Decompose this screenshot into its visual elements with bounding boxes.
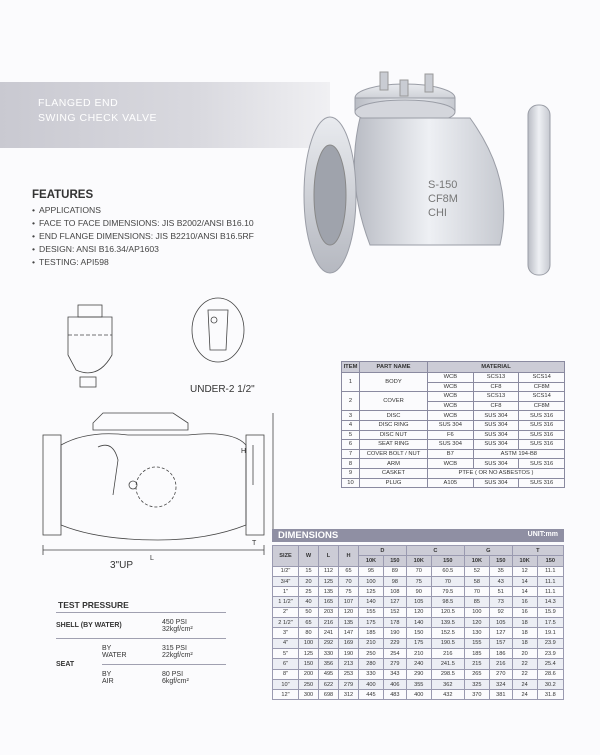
parts-material: SCS14 bbox=[519, 392, 565, 402]
parts-name: DISC RING bbox=[360, 420, 428, 430]
dim-subheader: 10K bbox=[359, 556, 384, 566]
dimension-row bbox=[273, 669, 564, 679]
dim-header: W bbox=[299, 546, 319, 567]
parts-item-number: 9 bbox=[342, 468, 360, 478]
dimension-value: 11.1 bbox=[537, 566, 563, 576]
title-banner bbox=[0, 82, 330, 148]
dimension-value: 17.5 bbox=[537, 618, 563, 628]
dimension-size: 2 1/2" bbox=[273, 618, 299, 628]
parts-material: SUS 304 bbox=[473, 420, 519, 430]
dimension-value: 495 bbox=[319, 669, 339, 679]
feature-item: • FACE TO FACE DIMENSIONS: JIS B2002/ANSI B16.10 bbox=[32, 217, 254, 230]
parts-row bbox=[342, 459, 565, 469]
dimension-value: 155 bbox=[464, 638, 489, 648]
dimension-value: 213 bbox=[339, 659, 359, 669]
dimension-value: 31.8 bbox=[537, 690, 563, 700]
dimension-value: 23.9 bbox=[537, 638, 563, 648]
banner-line-1: FLANGED END bbox=[38, 97, 119, 109]
dimension-value: 241 bbox=[319, 628, 339, 638]
dimension-value: 400 bbox=[359, 679, 384, 689]
feature-item: • APPLICATIONS bbox=[32, 204, 254, 217]
dimension-row bbox=[273, 638, 564, 648]
dimension-value: 445 bbox=[359, 690, 384, 700]
parts-material: F6 bbox=[428, 430, 474, 440]
dimension-value: 229 bbox=[383, 638, 406, 648]
dimension-size: 12" bbox=[273, 690, 299, 700]
dimensions-title-bar bbox=[272, 529, 564, 542]
dimension-value: 140 bbox=[406, 618, 431, 628]
parts-material: SUS 316 bbox=[519, 459, 565, 469]
dimension-size: 6" bbox=[273, 659, 299, 669]
dimension-value: 216 bbox=[431, 648, 464, 658]
parts-material: WCB bbox=[428, 373, 474, 383]
dimension-value: 150 bbox=[299, 659, 319, 669]
dimension-value: 432 bbox=[431, 690, 464, 700]
dimension-value: 65 bbox=[339, 566, 359, 576]
dim-subheader: 150 bbox=[383, 556, 406, 566]
parts-material: B7 bbox=[428, 449, 474, 459]
dimension-value: 157 bbox=[489, 638, 512, 648]
parts-material: CF8M bbox=[519, 382, 565, 392]
parts-item-number: 1 bbox=[342, 373, 360, 392]
dim-header: H bbox=[339, 546, 359, 567]
dimension-value: 216 bbox=[319, 618, 339, 628]
dimension-value: 105 bbox=[489, 618, 512, 628]
parts-material: SUS 304 bbox=[473, 411, 519, 421]
parts-material: WCB bbox=[428, 382, 474, 392]
dimension-value: 190.5 bbox=[431, 638, 464, 648]
dimension-value: 622 bbox=[319, 679, 339, 689]
dimension-value: 185 bbox=[359, 628, 384, 638]
dimension-value: 175 bbox=[406, 638, 431, 648]
dimension-row bbox=[273, 648, 564, 658]
dimension-value: 355 bbox=[406, 679, 431, 689]
shell-psi: 450 PSI bbox=[162, 618, 187, 626]
dimension-value: 400 bbox=[406, 690, 431, 700]
air-psi: 80 PSI bbox=[162, 670, 184, 678]
dimension-row bbox=[273, 618, 564, 628]
test-pressure-table bbox=[56, 612, 226, 691]
dimension-value: 270 bbox=[489, 669, 512, 679]
dimension-value: 190 bbox=[339, 648, 359, 658]
dimension-value: 60.5 bbox=[431, 566, 464, 576]
dimension-value: 24 bbox=[512, 690, 537, 700]
dimension-value: 186 bbox=[489, 648, 512, 658]
dimension-value: 241.5 bbox=[431, 659, 464, 669]
dimension-value: 89 bbox=[383, 566, 406, 576]
dimension-value: 330 bbox=[359, 669, 384, 679]
dimension-value: 70 bbox=[339, 576, 359, 586]
dimension-row bbox=[273, 607, 564, 617]
dimension-value: 112 bbox=[319, 566, 339, 576]
dimension-value: 279 bbox=[383, 659, 406, 669]
parts-item-number: 5 bbox=[342, 430, 360, 440]
dimension-value: 152.5 bbox=[431, 628, 464, 638]
water-psi: 315 PSI bbox=[162, 644, 187, 652]
parts-name: PLUG bbox=[360, 478, 428, 488]
dimension-value: 185 bbox=[464, 648, 489, 658]
shell-label: SHELL (BY WATER) bbox=[56, 613, 162, 639]
dimension-value: 265 bbox=[464, 669, 489, 679]
parts-header: PART NAME bbox=[360, 362, 428, 373]
dimension-value: 11.1 bbox=[537, 576, 563, 586]
parts-material: SUS 304 bbox=[428, 420, 474, 430]
dimension-value: 65 bbox=[299, 618, 319, 628]
dimension-value: 95 bbox=[359, 566, 384, 576]
valve-marking: CHI bbox=[428, 207, 447, 219]
dimension-row bbox=[273, 659, 564, 669]
parts-material: SCS13 bbox=[473, 392, 519, 402]
parts-material: SUS 316 bbox=[519, 420, 565, 430]
dimension-value: 240 bbox=[406, 659, 431, 669]
dimension-value: 100 bbox=[464, 607, 489, 617]
dimension-value: 135 bbox=[339, 618, 359, 628]
dimension-value: 178 bbox=[383, 618, 406, 628]
dimension-value: 43 bbox=[489, 576, 512, 586]
dimension-size: 8" bbox=[273, 669, 299, 679]
dimension-value: 140 bbox=[359, 597, 384, 607]
dim-header: T bbox=[512, 546, 563, 556]
valve-marking: CF8M bbox=[428, 193, 458, 205]
dimension-value: 52 bbox=[464, 566, 489, 576]
dimension-value: 70 bbox=[406, 566, 431, 576]
dimension-value: 253 bbox=[339, 669, 359, 679]
parts-material: SUS 304 bbox=[428, 440, 474, 450]
dimension-value: 22 bbox=[512, 669, 537, 679]
parts-material: SCS14 bbox=[519, 373, 565, 383]
dimension-value: 298.5 bbox=[431, 669, 464, 679]
dimension-value: 120 bbox=[406, 607, 431, 617]
dimension-value: 18 bbox=[512, 618, 537, 628]
parts-row bbox=[342, 430, 565, 440]
dimension-value: 85 bbox=[464, 597, 489, 607]
dimension-value: 290 bbox=[406, 669, 431, 679]
dimension-value: 50 bbox=[299, 607, 319, 617]
dimension-value: 19.1 bbox=[537, 628, 563, 638]
parts-item-number: 3 bbox=[342, 411, 360, 421]
parts-header: MATERIAL bbox=[428, 362, 565, 373]
dimension-value: 14.3 bbox=[537, 597, 563, 607]
dim-subheader: 150 bbox=[431, 556, 464, 566]
dimension-size: 3" bbox=[273, 628, 299, 638]
dimension-value: 120 bbox=[464, 618, 489, 628]
dim-header: G bbox=[464, 546, 512, 556]
valve-photo bbox=[300, 70, 570, 285]
dimension-value: 250 bbox=[299, 679, 319, 689]
dim-subheader: 10K bbox=[464, 556, 489, 566]
dim-l-label: L bbox=[150, 555, 154, 562]
parts-row bbox=[342, 478, 565, 488]
dimension-value: 108 bbox=[383, 587, 406, 597]
dimensions-title: DIMENSIONS bbox=[278, 530, 339, 541]
dimension-row bbox=[273, 576, 564, 586]
dimension-value: 356 bbox=[319, 659, 339, 669]
dimension-value: 120.5 bbox=[431, 607, 464, 617]
dim-header: C bbox=[406, 546, 464, 556]
dimension-value: 135 bbox=[319, 587, 339, 597]
dimension-value: 70 bbox=[431, 576, 464, 586]
parts-material: WCB bbox=[428, 411, 474, 421]
dim-t-label: T bbox=[252, 540, 257, 547]
dimension-value: 147 bbox=[339, 628, 359, 638]
dimensions-unit: UNIT:mm bbox=[527, 531, 558, 538]
dimension-value: 100 bbox=[299, 638, 319, 648]
air-kgf: 6kgf/cm² bbox=[162, 677, 189, 685]
water-values bbox=[162, 639, 226, 665]
parts-row bbox=[342, 373, 565, 383]
dimension-value: 324 bbox=[489, 679, 512, 689]
dimension-value: 152 bbox=[383, 607, 406, 617]
dimension-size: 1 1/2" bbox=[273, 597, 299, 607]
dimension-size: 10" bbox=[273, 679, 299, 689]
parts-material: SCS13 bbox=[473, 373, 519, 383]
dim-subheader: 150 bbox=[537, 556, 563, 566]
dim-header: D bbox=[359, 546, 407, 556]
parts-item-number: 10 bbox=[342, 478, 360, 488]
parts-body bbox=[342, 373, 565, 488]
parts-material: ASTM 194-B8 bbox=[473, 449, 564, 459]
dimension-value: 20 bbox=[299, 576, 319, 586]
dimension-size: 3/4" bbox=[273, 576, 299, 586]
parts-item-number: 4 bbox=[342, 420, 360, 430]
dimension-row bbox=[273, 679, 564, 689]
dimension-value: 175 bbox=[359, 618, 384, 628]
dimension-row bbox=[273, 566, 564, 576]
dimension-value: 698 bbox=[319, 690, 339, 700]
parts-material: A105 bbox=[428, 478, 474, 488]
parts-table bbox=[341, 361, 565, 488]
dimension-value: 105 bbox=[406, 597, 431, 607]
up-size-label: 3"UP bbox=[110, 560, 134, 571]
feature-item: • DESIGN: ANSI B16.34/AP1603 bbox=[32, 243, 254, 256]
dimension-value: 25 bbox=[299, 587, 319, 597]
dimension-value: 203 bbox=[319, 607, 339, 617]
dimension-value: 75 bbox=[406, 576, 431, 586]
dimension-value: 210 bbox=[359, 638, 384, 648]
parts-row bbox=[342, 411, 565, 421]
parts-row bbox=[342, 440, 565, 450]
parts-material: WCB bbox=[428, 392, 474, 402]
parts-item-number: 2 bbox=[342, 392, 360, 411]
dim-subheader: 10K bbox=[512, 556, 537, 566]
dimension-value: 343 bbox=[383, 669, 406, 679]
shell-values bbox=[162, 613, 226, 639]
dimension-value: 312 bbox=[339, 690, 359, 700]
dimension-value: 125 bbox=[299, 648, 319, 658]
dim-subheader: 10K bbox=[406, 556, 431, 566]
parts-material: CF8 bbox=[473, 382, 519, 392]
dimension-value: 330 bbox=[319, 648, 339, 658]
dimension-value: 70 bbox=[464, 587, 489, 597]
dimension-value: 200 bbox=[299, 669, 319, 679]
dimension-value: 16 bbox=[512, 607, 537, 617]
dimension-value: 23.9 bbox=[537, 648, 563, 658]
parts-material: SUS 304 bbox=[473, 430, 519, 440]
parts-material: CF8M bbox=[519, 401, 565, 411]
dimension-value: 100 bbox=[359, 576, 384, 586]
dimension-value: 362 bbox=[431, 679, 464, 689]
parts-name: ARM bbox=[360, 459, 428, 469]
dimension-value: 12 bbox=[512, 566, 537, 576]
dimension-value: 130 bbox=[464, 628, 489, 638]
dimension-value: 14 bbox=[512, 587, 537, 597]
dimension-size: 2" bbox=[273, 607, 299, 617]
dimension-value: 58 bbox=[464, 576, 489, 586]
dimension-value: 11.1 bbox=[537, 587, 563, 597]
parts-material: WCB bbox=[428, 401, 474, 411]
dimension-value: 127 bbox=[383, 597, 406, 607]
dimension-value: 22 bbox=[512, 659, 537, 669]
water-label-cell bbox=[102, 639, 162, 665]
dimension-row bbox=[273, 690, 564, 700]
test-pressure-title: TEST PRESSURE bbox=[58, 600, 129, 610]
dimension-value: 292 bbox=[319, 638, 339, 648]
dimension-value: 215 bbox=[464, 659, 489, 669]
dimension-value: 24 bbox=[512, 679, 537, 689]
dim-subheader: 150 bbox=[489, 556, 512, 566]
dimension-value: 18 bbox=[512, 638, 537, 648]
dimension-value: 125 bbox=[359, 587, 384, 597]
dimension-value: 98 bbox=[383, 576, 406, 586]
parts-header: ITEM bbox=[342, 362, 360, 373]
dimension-value: 14 bbox=[512, 576, 537, 586]
dimension-value: 125 bbox=[319, 576, 339, 586]
feature-item: • END FLANGE DIMENSIONS: JIS B2210/ANSI B16.5RF bbox=[32, 230, 254, 243]
parts-material: SUS 316 bbox=[519, 430, 565, 440]
dimension-value: 210 bbox=[406, 648, 431, 658]
parts-name: COVER BOLT / NUT bbox=[360, 449, 428, 459]
features-section bbox=[32, 189, 254, 269]
dimension-value: 190 bbox=[383, 628, 406, 638]
dimension-value: 90 bbox=[406, 587, 431, 597]
parts-row bbox=[342, 420, 565, 430]
dim-header: L bbox=[319, 546, 339, 567]
dimension-value: 139.5 bbox=[431, 618, 464, 628]
parts-material: PTFE ( OR NO ASBESTOS ) bbox=[428, 468, 565, 478]
features-list bbox=[32, 204, 254, 269]
by-label: BY bbox=[102, 670, 112, 678]
dimension-value: 406 bbox=[383, 679, 406, 689]
dimension-row bbox=[273, 628, 564, 638]
dimension-value: 75 bbox=[339, 587, 359, 597]
dimensions-body bbox=[273, 566, 564, 700]
air-label-cell bbox=[102, 665, 162, 691]
dimension-value: 155 bbox=[359, 607, 384, 617]
parts-material: SUS 316 bbox=[519, 478, 565, 488]
parts-item-number: 7 bbox=[342, 449, 360, 459]
features-heading: FEATURES bbox=[32, 189, 94, 201]
dimension-value: 127 bbox=[489, 628, 512, 638]
dimension-value: 370 bbox=[464, 690, 489, 700]
dimension-value: 16 bbox=[512, 597, 537, 607]
banner-line-2: SWING CHECK VALVE bbox=[38, 112, 157, 124]
parts-name: SEAT RING bbox=[360, 440, 428, 450]
parts-name: COVER bbox=[360, 392, 428, 411]
parts-name: CASKET bbox=[360, 468, 428, 478]
water-kgf: 22kgf/cm² bbox=[162, 651, 193, 659]
dimension-value: 25.4 bbox=[537, 659, 563, 669]
water-label: WATER bbox=[102, 651, 127, 659]
parts-material: SUS 304 bbox=[473, 440, 519, 450]
dimension-value: 35 bbox=[489, 566, 512, 576]
dimension-size: 4" bbox=[273, 638, 299, 648]
dimension-size: 1" bbox=[273, 587, 299, 597]
air-label: AIR bbox=[102, 677, 114, 685]
parts-row bbox=[342, 449, 565, 459]
dimension-value: 150 bbox=[406, 628, 431, 638]
parts-item-number: 6 bbox=[342, 440, 360, 450]
dimension-value: 92 bbox=[489, 607, 512, 617]
seat-label: SEAT bbox=[56, 639, 102, 691]
dimension-value: 107 bbox=[339, 597, 359, 607]
parts-material: SUS 304 bbox=[473, 478, 519, 488]
dimension-value: 15.9 bbox=[537, 607, 563, 617]
dimension-row bbox=[273, 597, 564, 607]
dimension-value: 280 bbox=[359, 659, 384, 669]
dimension-value: 30.2 bbox=[537, 679, 563, 689]
dimensions-table bbox=[272, 545, 564, 700]
dimension-size: 1/2" bbox=[273, 566, 299, 576]
shell-kgf: 32kgf/cm² bbox=[162, 625, 193, 633]
dimension-value: 483 bbox=[383, 690, 406, 700]
parts-name: DISC NUT bbox=[360, 430, 428, 440]
parts-row bbox=[342, 392, 565, 402]
parts-material: SUS 316 bbox=[519, 411, 565, 421]
dimension-value: 381 bbox=[489, 690, 512, 700]
parts-row bbox=[342, 468, 565, 478]
dimension-value: 40 bbox=[299, 597, 319, 607]
dimension-value: 51 bbox=[489, 587, 512, 597]
dim-header: SIZE bbox=[273, 546, 299, 567]
dimension-value: 169 bbox=[339, 638, 359, 648]
by-label: BY bbox=[102, 644, 112, 652]
parts-material: WCB bbox=[428, 459, 474, 469]
dimension-value: 165 bbox=[319, 597, 339, 607]
dimension-value: 120 bbox=[339, 607, 359, 617]
parts-material: CF8 bbox=[473, 401, 519, 411]
parts-material: SUS 316 bbox=[519, 440, 565, 450]
dimension-value: 98.5 bbox=[431, 597, 464, 607]
technical-drawing bbox=[38, 295, 278, 565]
under-size-label: UNDER-2 1/2" bbox=[190, 384, 255, 395]
dimension-size: 5" bbox=[273, 648, 299, 658]
dimension-value: 73 bbox=[489, 597, 512, 607]
air-values bbox=[162, 665, 226, 691]
parts-name: DISC bbox=[360, 411, 428, 421]
dimension-value: 20 bbox=[512, 648, 537, 658]
dimension-value: 79.5 bbox=[431, 587, 464, 597]
feature-item: • TESTING: API598 bbox=[32, 256, 254, 269]
parts-material: SUS 304 bbox=[473, 459, 519, 469]
dimension-value: 15 bbox=[299, 566, 319, 576]
parts-item-number: 8 bbox=[342, 459, 360, 469]
dimension-value: 28.6 bbox=[537, 669, 563, 679]
dimension-value: 300 bbox=[299, 690, 319, 700]
valve-marking: S-150 bbox=[428, 179, 458, 191]
dimension-value: 216 bbox=[489, 659, 512, 669]
dimension-value: 250 bbox=[359, 648, 384, 658]
dimension-value: 80 bbox=[299, 628, 319, 638]
dimension-value: 325 bbox=[464, 679, 489, 689]
dimension-value: 279 bbox=[339, 679, 359, 689]
dim-h-label: H bbox=[241, 448, 247, 455]
parts-name: BODY bbox=[360, 373, 428, 392]
dimension-row bbox=[273, 587, 564, 597]
dimension-value: 254 bbox=[383, 648, 406, 658]
dimension-value: 18 bbox=[512, 628, 537, 638]
